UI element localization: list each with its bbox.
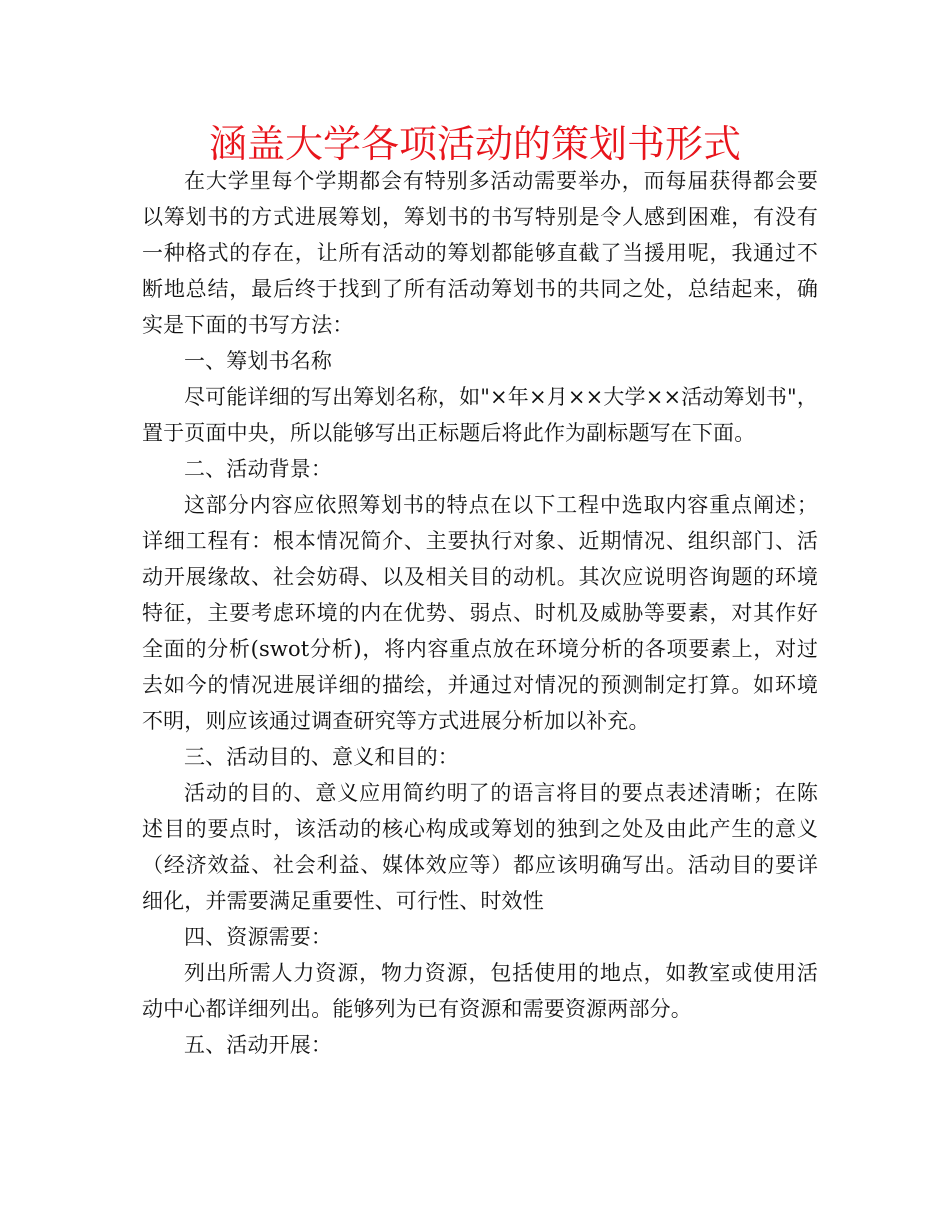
document-body: [142, 163, 818, 1063]
section-heading-5: 五、活动开展：: [184, 1033, 333, 1057]
section-paragraph-4: 列出所需人力资源，物力资源，包括使用的地点，如教室或使用活动中心都详细列出。能够列为已有资源和需要资源两部分。: [142, 961, 818, 1021]
section-paragraph-2: 这部分内容应依照筹划书的特点在以下工程中选取内容重点阐述；详细工程有：根本情况简介、主要执行对象、近期情况、组织部门、活动开展缘故、社会妨碍、以及相关目的动机。其次应说明咨询题的环境特征，主要考虑环境的内在优势、弱点、时机及威胁等要素，对其作好全面的分析(swot分析)，将内容重点放在环境分析的各项要素上，对过去如今的情况进展详细的描绘，并通过对情况的预测制定打算。如环境不明，则应该通过调查研究等方式进展分析加以补充。: [142, 493, 818, 733]
section-heading-2: 二、活动背景：: [184, 457, 333, 481]
section-heading-1: 一、筹划书名称: [184, 349, 333, 373]
section-paragraph-3: 活动的目的、意义应用简约明了的语言将目的要点表述清晰；在陈述目的要点时，该活动的核心构成或筹划的独到之处及由此产生的意义（经济效益、社会利益、媒体效应等）都应该明确写出。活动目的要详细化，并需要满足重要性、可行性、时效性: [142, 781, 818, 913]
document-title: 涵盖大学各项活动的策划书形式: [208, 122, 741, 166]
section-heading-4: 四、资源需要：: [184, 925, 333, 949]
section-heading-3: 三、活动目的、意义和目的：: [184, 745, 459, 769]
intro-paragraph: 在大学里每个学期都会有特别多活动需要举办，而每届获得都会要以筹划书的方式进展筹划，筹划书的书写特别是令人感到困难，有没有一种格式的存在，让所有活动的筹划都能够直截了当援用呢，我通过不断地总结，最后终于找到了所有活动筹划书的共同之处，总结起来，确实是下面的书写方法：: [142, 169, 818, 337]
section-paragraph-1: 尽可能详细的写出筹划名称，如"×年×月××大学××活动筹划书"，置于页面中央，所以能够写出正标题后将此作为副标题写在下面。: [142, 385, 818, 445]
